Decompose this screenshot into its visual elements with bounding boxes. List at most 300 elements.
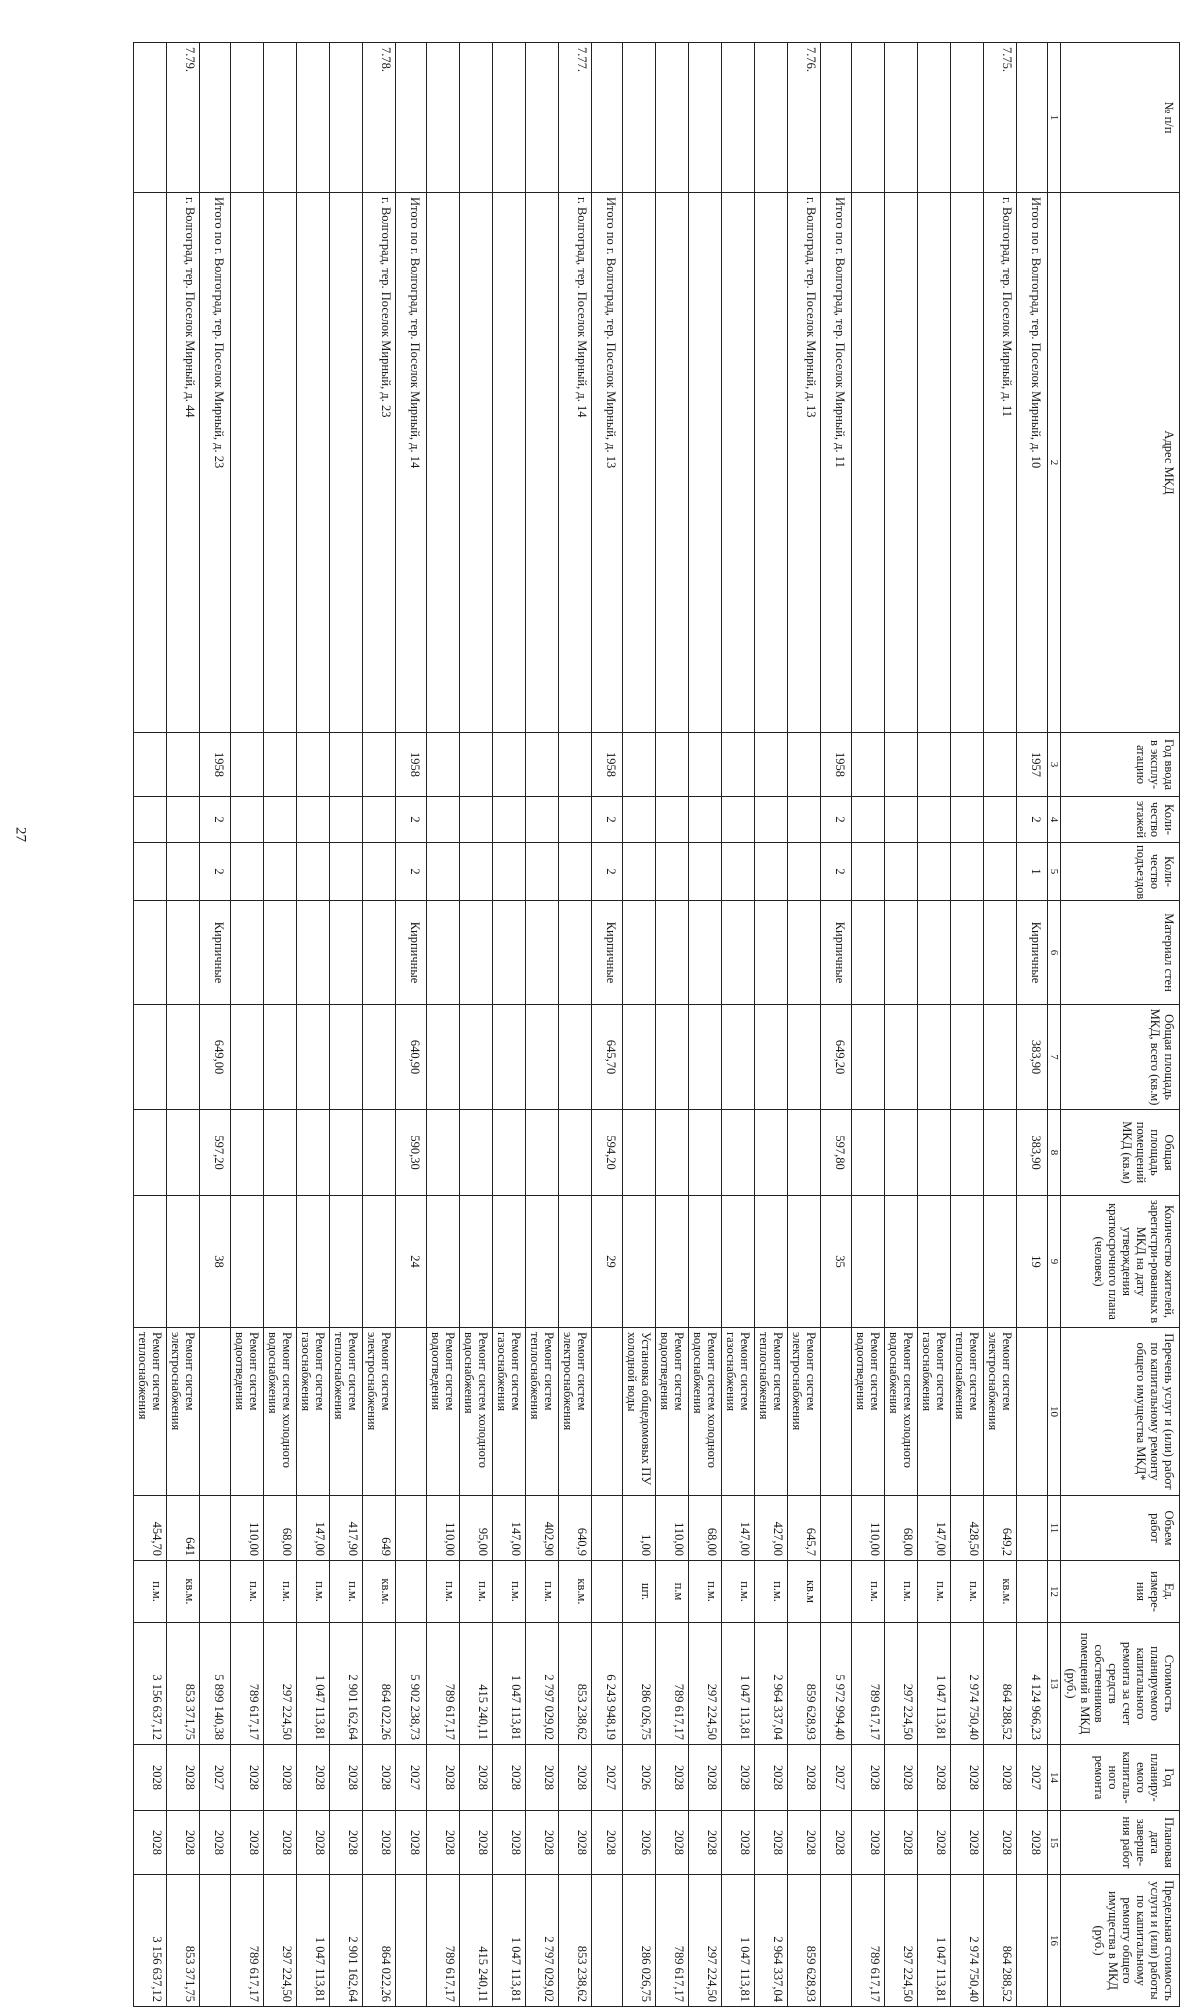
item-number (851, 43, 884, 193)
residents-count (950, 1196, 983, 1328)
completion-year: 2028 (166, 1811, 199, 1875)
work-limit-cost: 789 617,17 (851, 1875, 884, 2007)
entrance-count (950, 843, 983, 901)
work-cost: 789 617,17 (426, 1623, 459, 1745)
wall-material (166, 901, 199, 1005)
entrance-count (787, 843, 820, 901)
residents-count (166, 1196, 199, 1328)
work-cost: 853 371,75 (166, 1623, 199, 1745)
total-address: Итого по г. Волгоград, тер. Поселок Мирный, д. 10 (1016, 193, 1047, 733)
column-number-16: 16 (1047, 1875, 1060, 2007)
floor-count (426, 797, 459, 843)
work-cost: 286 026,75 (622, 1623, 655, 1745)
build-year (754, 733, 787, 797)
work-volume: 147,00 (296, 1496, 329, 1561)
repair-year: 2027 (591, 1745, 622, 1811)
work-row (133, 43, 166, 2007)
house-address (230, 193, 263, 733)
repair-year: 2028 (558, 1745, 591, 1811)
work-unit: п.м. (426, 1561, 459, 1623)
column-number-14: 14 (1047, 1745, 1060, 1811)
completion-year: 2028 (558, 1811, 591, 1875)
house-address (950, 193, 983, 733)
build-year (492, 733, 525, 797)
total-cost: 6 243 948,19 (591, 1623, 622, 1745)
entrance-count (230, 843, 263, 901)
item-number (884, 43, 917, 193)
floor-count: 2 (1016, 797, 1047, 843)
rooms-area (558, 1110, 591, 1196)
floor-count (492, 797, 525, 843)
rooms-area (622, 1110, 655, 1196)
entrance-count: 2 (395, 843, 426, 901)
entrance-count (917, 843, 950, 901)
repair-year: 2028 (950, 1745, 983, 1811)
work-limit-cost: 853 371,75 (166, 1875, 199, 2007)
total-area (362, 1005, 395, 1110)
work-name: Ремонт систем водоотведения (655, 1328, 688, 1496)
build-year: 1958 (395, 733, 426, 797)
completion-year: 2028 (329, 1811, 362, 1875)
build-year (558, 733, 591, 797)
work-volume: 68,00 (688, 1496, 721, 1561)
rooms-area (166, 1110, 199, 1196)
repair-year: 2028 (263, 1745, 296, 1811)
repair-year: 2027 (199, 1745, 230, 1811)
build-year: 1958 (199, 733, 230, 797)
item-number (950, 43, 983, 193)
work-unit: п.м. (917, 1561, 950, 1623)
build-year (459, 733, 492, 797)
house-address: г. Волгоград, тер. Поселок Мирный, д. 13 (787, 193, 820, 733)
house-address (426, 193, 459, 733)
work-unit: кв.м (787, 1561, 820, 1623)
residents-count (362, 1196, 395, 1328)
repair-year: 2028 (787, 1745, 820, 1811)
num-cell (199, 43, 230, 193)
entrance-count (525, 843, 558, 901)
house-total-row (395, 43, 426, 2007)
item-number (263, 43, 296, 193)
work-name: Ремонт систем электроснабжения (787, 1328, 820, 1496)
floor-count: 2 (820, 797, 851, 843)
work-volume: 649,2 (983, 1496, 1016, 1561)
limit-cell (591, 1875, 622, 2007)
house-address (917, 193, 950, 733)
repair-year: 2028 (133, 1745, 166, 1811)
work-limit-cost: 297 224,50 (884, 1875, 917, 2007)
work-name: Ремонт систем газоснабжения (296, 1328, 329, 1496)
repair-year: 2028 (296, 1745, 329, 1811)
residents-count (296, 1196, 329, 1328)
entrance-count: 2 (820, 843, 851, 901)
total-area (166, 1005, 199, 1110)
work-unit: п.м. (459, 1561, 492, 1623)
floor-count (917, 797, 950, 843)
floor-count: 2 (395, 797, 426, 843)
repair-year: 2027 (1016, 1745, 1047, 1811)
column-header-16: Предельная стоимость услуги и (или) работы по капитальному ремонту общего имущества в МКД (руб.) (1061, 1875, 1180, 2007)
column-header-4: Коли-чество этажей (1061, 797, 1180, 843)
work-row (655, 43, 688, 2007)
work-name: Ремонт систем электроснабжения (166, 1328, 199, 1496)
total-area (622, 1005, 655, 1110)
wall-material (492, 901, 525, 1005)
work-cost: 297 224,50 (884, 1623, 917, 1745)
column-number-13: 13 (1047, 1623, 1060, 1745)
work-volume: 110,00 (230, 1496, 263, 1561)
wall-material (787, 901, 820, 1005)
work-unit: п.м. (851, 1561, 884, 1623)
residents-count (230, 1196, 263, 1328)
entrance-count: 2 (591, 843, 622, 901)
floor-count (558, 797, 591, 843)
repair-year: 2028 (721, 1745, 754, 1811)
total-area (263, 1005, 296, 1110)
work-row (558, 43, 591, 2007)
work-volume: 110,00 (426, 1496, 459, 1561)
work-unit: кв.м. (558, 1561, 591, 1623)
work-unit: п.м. (492, 1561, 525, 1623)
column-number-11: 11 (1047, 1496, 1060, 1561)
residents-count: 24 (395, 1196, 426, 1328)
total-area (492, 1005, 525, 1110)
column-header-13: Стоимость планируемого капитального ремонта за счет средств собственников помещений в МКД (руб.) (1061, 1623, 1180, 1745)
rooms-area (917, 1110, 950, 1196)
residents-count (688, 1196, 721, 1328)
residents-count (622, 1196, 655, 1328)
residents-count (133, 1196, 166, 1328)
work-volume: 95,00 (459, 1496, 492, 1561)
house-total-row (199, 43, 230, 2007)
wall-material (721, 901, 754, 1005)
floor-count (851, 797, 884, 843)
work-row (884, 43, 917, 2007)
floor-count (983, 797, 1016, 843)
work-unit: п.м. (754, 1561, 787, 1623)
work-row (851, 43, 884, 2007)
completion-year: 2028 (721, 1811, 754, 1875)
repair-year: 2028 (426, 1745, 459, 1811)
work-row (917, 43, 950, 2007)
work-name: Ремонт систем водоотведения (851, 1328, 884, 1496)
work-unit: кв.м. (362, 1561, 395, 1623)
total-cost: 4 124 966,23 (1016, 1623, 1047, 1745)
work-cost: 1 047 113,81 (721, 1623, 754, 1745)
work-limit-cost: 1 047 113,81 (492, 1875, 525, 2007)
work-cost: 297 224,50 (263, 1623, 296, 1745)
residents-count (492, 1196, 525, 1328)
entrance-count: 1 (1016, 843, 1047, 901)
entrance-count (655, 843, 688, 901)
rooms-area (688, 1110, 721, 1196)
build-year (983, 733, 1016, 797)
repair-year: 2027 (820, 1745, 851, 1811)
work-name: Ремонт систем холодного водоснабжения (263, 1328, 296, 1496)
column-header-2: Адрес МКД (1061, 193, 1180, 733)
floor-count (296, 797, 329, 843)
total-area: 640,90 (395, 1005, 426, 1110)
work-limit-cost: 2 964 337,04 (754, 1875, 787, 2007)
build-year (622, 733, 655, 797)
rooms-area (492, 1110, 525, 1196)
build-year: 1958 (591, 733, 622, 797)
work-volume: 110,00 (655, 1496, 688, 1561)
column-number-9: 9 (1047, 1196, 1060, 1328)
work-cost: 859 628,93 (787, 1623, 820, 1745)
total-cost: 5 899 140,38 (199, 1623, 230, 1745)
total-area (230, 1005, 263, 1110)
house-address (721, 193, 754, 733)
work-row (525, 43, 558, 2007)
work-limit-cost: 2 901 162,64 (329, 1875, 362, 2007)
repair-year: 2028 (459, 1745, 492, 1811)
build-year (950, 733, 983, 797)
build-year: 1958 (820, 733, 851, 797)
total-area: 649,00 (199, 1005, 230, 1110)
completion-year: 2028 (754, 1811, 787, 1875)
completion-year: 2026 (622, 1811, 655, 1875)
completion-year: 2028 (820, 1811, 851, 1875)
residents-count (721, 1196, 754, 1328)
column-number-3: 3 (1047, 733, 1060, 797)
work-unit: п.м. (133, 1561, 166, 1623)
floor-count (230, 797, 263, 843)
rooms-area (884, 1110, 917, 1196)
house-address (622, 193, 655, 733)
repair-year: 2026 (622, 1745, 655, 1811)
limit-cell (1016, 1875, 1047, 2007)
work-limit-cost: 789 617,17 (230, 1875, 263, 2007)
work-name: Ремонт систем электроснабжения (558, 1328, 591, 1496)
entrance-count (329, 843, 362, 901)
item-number (655, 43, 688, 193)
item-number (230, 43, 263, 193)
total-area (787, 1005, 820, 1110)
table-header (1047, 43, 1179, 2007)
repair-year: 2028 (362, 1745, 395, 1811)
build-year (296, 733, 329, 797)
floor-count (459, 797, 492, 843)
wall-material (230, 901, 263, 1005)
work-volume: 147,00 (917, 1496, 950, 1561)
build-year (525, 733, 558, 797)
total-address: Итого по г. Волгоград, тер. Поселок Мирный, д. 23 (199, 193, 230, 733)
work-cost: 864 288,52 (983, 1623, 1016, 1745)
wall-material (263, 901, 296, 1005)
unit-cell (199, 1561, 230, 1623)
completion-year: 2028 (884, 1811, 917, 1875)
work-name: Ремонт систем газоснабжения (492, 1328, 525, 1496)
column-number-row (1047, 43, 1060, 2007)
entrance-count (362, 843, 395, 901)
work-volume: 1,00 (622, 1496, 655, 1561)
rooms-area (983, 1110, 1016, 1196)
house-total-row (1016, 43, 1047, 2007)
work-row (263, 43, 296, 2007)
volume-cell (199, 1496, 230, 1561)
completion-year: 2028 (983, 1811, 1016, 1875)
completion-year: 2028 (230, 1811, 263, 1875)
entrance-count (166, 843, 199, 901)
work-row (459, 43, 492, 2007)
rooms-area (230, 1110, 263, 1196)
column-header-14: Год планиру-емого капиталь-ного ремонта (1061, 1745, 1180, 1811)
work-row (721, 43, 754, 2007)
work-cost: 2 901 162,64 (329, 1623, 362, 1745)
work-volume: 417,90 (329, 1496, 362, 1561)
volume-cell (591, 1496, 622, 1561)
work-cost: 789 617,17 (230, 1623, 263, 1745)
work-cost: 1 047 113,81 (296, 1623, 329, 1745)
work-name: Ремонт систем теплоснабжения (754, 1328, 787, 1496)
floor-count: 2 (199, 797, 230, 843)
column-number-1: 1 (1047, 43, 1060, 193)
work-volume: 68,00 (884, 1496, 917, 1561)
completion-year: 2028 (655, 1811, 688, 1875)
rooms-area (950, 1110, 983, 1196)
column-header-9: Количество жителей, зарегистри-рованных в МКД на дату утверждения краткосрочного плана (человек) (1061, 1196, 1180, 1328)
total-area: 383,90 (1016, 1005, 1047, 1110)
entrance-count (133, 843, 166, 901)
wall-material (983, 901, 1016, 1005)
work-row (754, 43, 787, 2007)
house-address: г. Волгоград, тер. Поселок Мирный, д. 23 (362, 193, 395, 733)
work-row (426, 43, 459, 2007)
house-address (329, 193, 362, 733)
repair-year: 2028 (917, 1745, 950, 1811)
work-cost: 297 224,50 (688, 1623, 721, 1745)
total-area (917, 1005, 950, 1110)
item-number (492, 43, 525, 193)
column-header-1: № п/п (1061, 43, 1180, 193)
work-row (983, 43, 1016, 2007)
item-number: 7.77. (558, 43, 591, 193)
column-number-8: 8 (1047, 1110, 1060, 1196)
wall-material (688, 901, 721, 1005)
total-area (133, 1005, 166, 1110)
total-address: Итого по г. Волгоград, тер. Поселок Мирный, д. 13 (591, 193, 622, 733)
work-cost: 3 156 637,12 (133, 1623, 166, 1745)
work-row (688, 43, 721, 2007)
item-number: 7.76. (787, 43, 820, 193)
wall-material (296, 901, 329, 1005)
total-area (525, 1005, 558, 1110)
entrance-count: 2 (199, 843, 230, 901)
floor-count (329, 797, 362, 843)
rooms-area (721, 1110, 754, 1196)
work-limit-cost: 789 617,17 (655, 1875, 688, 2007)
residents-count (263, 1196, 296, 1328)
work-name: Ремонт систем холодного водоснабжения (459, 1328, 492, 1496)
wall-material (133, 901, 166, 1005)
repair-year: 2028 (851, 1745, 884, 1811)
work-unit: кв.м. (166, 1561, 199, 1623)
works-cell (820, 1328, 851, 1496)
work-cost: 2 797 029,02 (525, 1623, 558, 1745)
works-cell (395, 1328, 426, 1496)
work-name: Ремонт систем электроснабжения (983, 1328, 1016, 1496)
work-limit-cost: 1 047 113,81 (917, 1875, 950, 2007)
page-number: 27 (12, 827, 29, 842)
work-limit-cost: 864 022,26 (362, 1875, 395, 2007)
column-number-6: 6 (1047, 901, 1060, 1005)
residents-count: 38 (199, 1196, 230, 1328)
repair-year: 2028 (525, 1745, 558, 1811)
floor-count (166, 797, 199, 843)
num-cell (820, 43, 851, 193)
work-unit: п.м. (721, 1561, 754, 1623)
work-cost: 853 238,62 (558, 1623, 591, 1745)
floor-count (688, 797, 721, 843)
entrance-count (622, 843, 655, 901)
house-address (525, 193, 558, 733)
house-address (133, 193, 166, 733)
work-volume: 68,00 (263, 1496, 296, 1561)
total-area (329, 1005, 362, 1110)
works-cell (199, 1328, 230, 1496)
house-address (884, 193, 917, 733)
build-year (787, 733, 820, 797)
work-row (296, 43, 329, 2007)
unit-cell (1016, 1561, 1047, 1623)
rooms-area: 383,90 (1016, 1110, 1047, 1196)
rooms-area (263, 1110, 296, 1196)
work-cost: 864 022,26 (362, 1623, 395, 1745)
total-area (655, 1005, 688, 1110)
work-cost: 1 047 113,81 (492, 1623, 525, 1745)
work-volume: 454,70 (133, 1496, 166, 1561)
entrance-count (459, 843, 492, 901)
repair-year: 2028 (655, 1745, 688, 1811)
residents-count (459, 1196, 492, 1328)
residents-count (917, 1196, 950, 1328)
floor-count (721, 797, 754, 843)
work-unit: п.м. (329, 1561, 362, 1623)
work-row (362, 43, 395, 2007)
total-address: Итого по г. Волгоград, тер. Поселок Мирный, д. 11 (820, 193, 851, 733)
wall-material (950, 901, 983, 1005)
completion-year: 2028 (591, 1811, 622, 1875)
repair-plan-table (133, 42, 1180, 2007)
completion-year: 2028 (199, 1811, 230, 1875)
work-name: Ремонт систем теплоснабжения (329, 1328, 362, 1496)
residents-count (983, 1196, 1016, 1328)
total-address: Итого по г. Волгоград, тер. Поселок Мирный, д. 14 (395, 193, 426, 733)
column-number-2: 2 (1047, 193, 1060, 733)
work-volume: 640,9 (558, 1496, 591, 1561)
completion-year: 2028 (492, 1811, 525, 1875)
rooms-area (459, 1110, 492, 1196)
house-address (851, 193, 884, 733)
column-header-10: Перечень услуг и (или) работ по капитальному ремонту общего имущества МКД* (1061, 1328, 1180, 1496)
column-number-5: 5 (1047, 843, 1060, 901)
work-volume: 649 (362, 1496, 395, 1561)
wall-material (622, 901, 655, 1005)
work-unit: п.м. (525, 1561, 558, 1623)
work-name: Установка общедомовых ПУ холодной воды (622, 1328, 655, 1496)
work-unit: п.м. (688, 1561, 721, 1623)
residents-count (329, 1196, 362, 1328)
column-number-7: 7 (1047, 1005, 1060, 1110)
repair-year: 2028 (166, 1745, 199, 1811)
floor-count (787, 797, 820, 843)
rooms-area (851, 1110, 884, 1196)
num-cell (395, 43, 426, 193)
build-year (133, 733, 166, 797)
total-area (983, 1005, 1016, 1110)
work-unit: п.м. (263, 1561, 296, 1623)
